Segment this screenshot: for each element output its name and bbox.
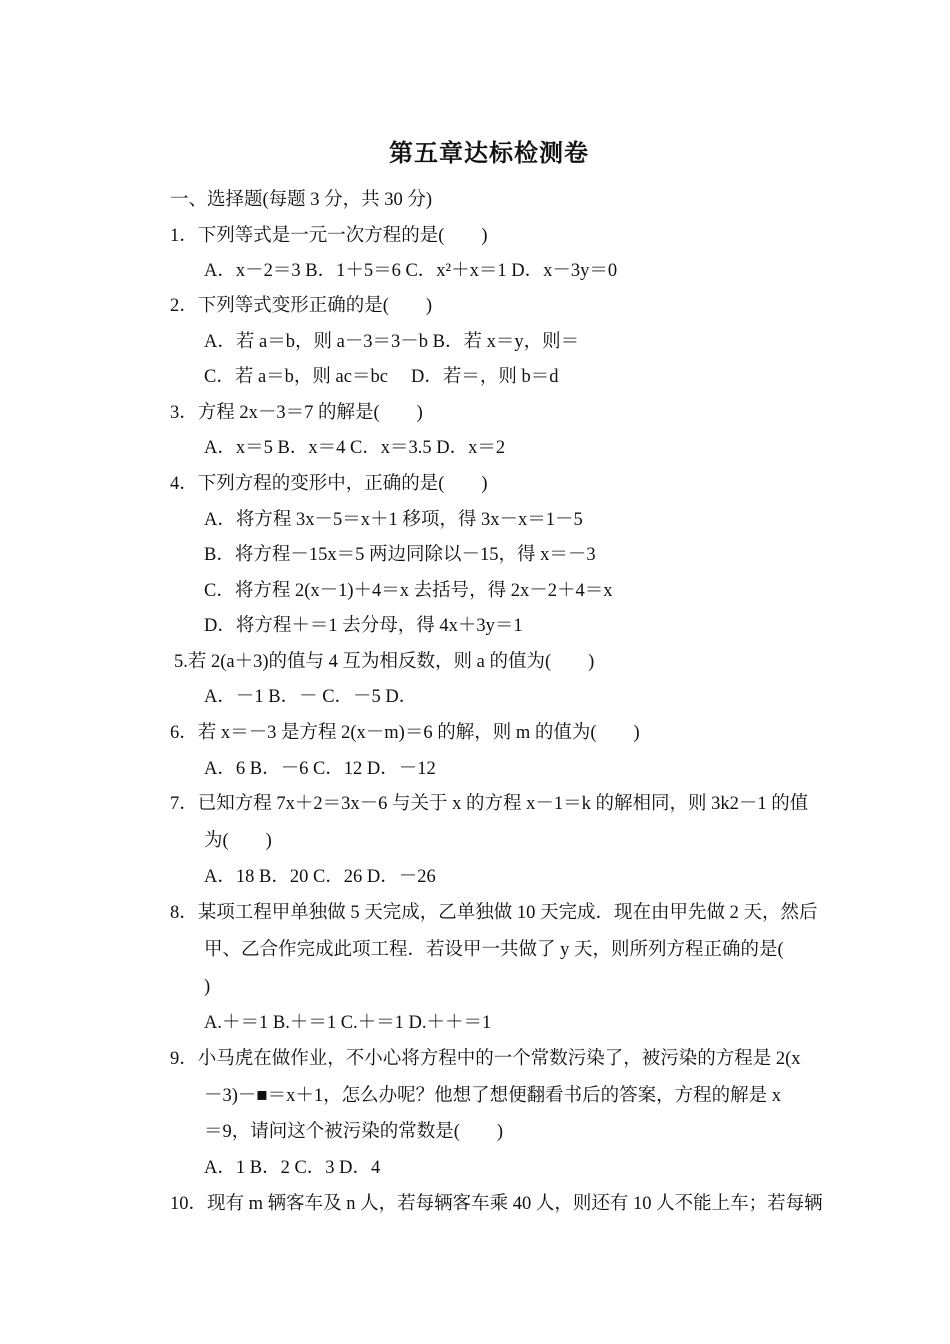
question-9-stem-line-2: －3)－■＝x＋1，怎么办呢？他想了想便翻看书后的答案，方程的解是 x: [204, 1086, 781, 1106]
question-1-stem: 1．下列等式是一元一次方程的是( ): [170, 226, 488, 246]
question-9-stem-line-3: ＝9，请问这个被污染的常数是( ): [204, 1122, 504, 1142]
question-3-options: A．x＝5 B．x＝4 C．x＝3.5 D．x＝2: [204, 438, 506, 458]
question-8-stem-line-1: 8．某项工程甲单独做 5 天完成，乙单独做 10 天完成．现在由甲先做 2 天，然后: [170, 903, 818, 923]
question-9-stem-line-1: 9．小马虎在做作业，不小心将方程中的一个常数污染了，被污染的方程是 2(x: [170, 1049, 801, 1069]
question-7-stem-line-1: 7．已知方程 7x＋2＝3x－6 与关于 x 的方程 x－1＝k 的解相同，则 3k2－1 的值: [170, 794, 809, 814]
section-heading: 一、选择题(每题 3 分，共 30 分): [170, 190, 433, 210]
question-6-stem: 6．若 x＝－3 是方程 2(x－m)＝6 的解，则 m 的值为( ): [170, 723, 640, 743]
question-2-options-line-1: A．若 a＝b，则 a－3＝3－b B．若 x＝y，则＝: [204, 332, 580, 352]
question-2-options-line-2: C．若 a＝b，则 ac＝bc D．若＝，则 b＝d: [204, 367, 559, 387]
question-8-stem-line-2: 甲、乙合作完成此项工程．若设甲一共做了 y 天，则所列方程正确的是(: [204, 940, 784, 960]
question-4-option-d: D．将方程＋＝1 去分母，得 4x＋3y＝1: [204, 616, 523, 636]
question-4-stem: 4．下列方程的变形中，正确的是( ): [170, 474, 488, 494]
question-3-stem: 3．方程 2x－3＝7 的解是( ): [170, 403, 423, 423]
question-8-options: A.＋＝1 B.＋＝1 C.＋＝1 D.＋＋＝1: [204, 1013, 492, 1033]
question-8-stem-line-3: ): [204, 977, 211, 997]
page-title: 第五章达标检测卷: [389, 139, 589, 167]
question-4-option-a: A．将方程 3x－5＝x＋1 移项，得 3x－x＝1－5: [204, 510, 583, 530]
question-4-option-b: B．将方程－15x＝5 两边同除以－15，得 x＝－3: [204, 545, 596, 565]
question-5-stem: 5.若 2(a＋3)的值与 4 互为相反数，则 a 的值为( ): [174, 652, 595, 672]
question-2-stem: 2．下列等式变形正确的是( ): [170, 296, 433, 316]
question-5-options: A．－1 B．－ C．－5 D．: [204, 687, 418, 707]
question-7-options: A．18 B．20 C．26 D．－26: [204, 867, 436, 887]
question-9-options: A．1 B．2 C．3 D．4: [204, 1158, 381, 1178]
question-1-options: A．x－2＝3 B．1＋5＝6 C．x²＋x＝1 D．x－3y＝0: [204, 261, 618, 281]
question-6-options: A．6 B．－6 C．12 D．－12: [204, 759, 436, 779]
question-10-stem-line-1: 10．现有 m 辆客车及 n 人，若每辆客车乘 40 人，则还有 10 人不能上车；若每辆: [170, 1194, 823, 1214]
question-7-stem-line-2: 为( ): [204, 831, 272, 851]
question-4-option-c: C．将方程 2(x－1)＋4＝x 去括号，得 2x－2＋4＝x: [204, 581, 613, 601]
